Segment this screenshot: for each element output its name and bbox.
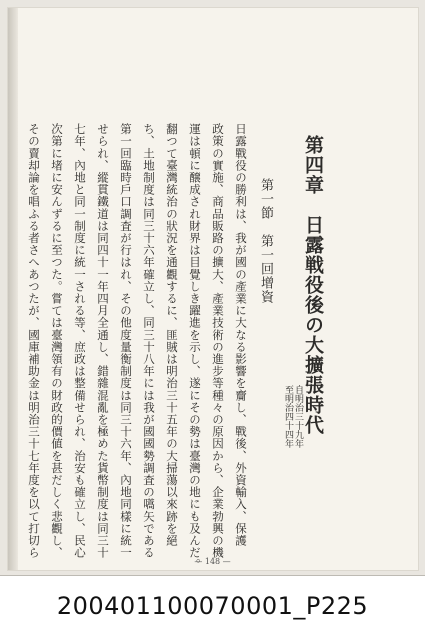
body-column: せられ、縱貫鐵道は同四十一年四月全通し、錯雜混亂を極めた貨幣制度は同三十: [96, 123, 110, 559]
chapter-title: 第四章 日露戦役後の大擴張時代: [302, 135, 324, 435]
body-column: 政策の實施、商品販路の擴大、產業技術の進步等種々の原因から、企業勃興の機: [211, 123, 225, 559]
body-column: 日露戰役の勝利は、我が國の產業に大なる影響を齎し、戰後、外資輸入、保護: [234, 123, 248, 547]
book-gutter: [8, 8, 18, 570]
body-column: ち、土地制度は同三十六年確立し、同三十八年には我が國國勢調査の嚆矢である: [142, 123, 156, 559]
file-label: 200401100070001_P225: [56, 592, 369, 620]
body-column: 運は頓に醸成され財界は目覺しき躍進を示し、遂にその勢は臺灣の地にも及んだ。: [188, 123, 202, 571]
page-number: — 148 —: [194, 557, 231, 566]
body-column: その賣却論を唱ふる者さへあつたが、國庫補助金は明治三十七年度を以て打切ら: [27, 123, 41, 559]
section-title: 第一節 第一回增資: [258, 178, 273, 304]
body-column: 第一回臨時戶口調査が行はれ、その他度量衡制度は同三十六年、內地同樣に統一: [119, 123, 133, 559]
body-column: 次第に堵に安んずるに至つた。嘗ては臺灣領有の財政的價値を甚だしく悲觀し、: [50, 123, 64, 559]
chapter-period-end: 至明治四十四年: [283, 385, 293, 448]
chapter-period-start: 自明治三十九年: [293, 385, 303, 448]
body-column: 七年、內地と同一制度に統一される等、庶政は整備せられ、治安も確立し、民心: [73, 123, 87, 559]
body-column: 翻つて臺灣統治の狀況を通觀するに、匪賊は明治三十五年の大掃蕩以來跡を絕: [165, 123, 179, 547]
chapter-period: [283, 385, 303, 448]
